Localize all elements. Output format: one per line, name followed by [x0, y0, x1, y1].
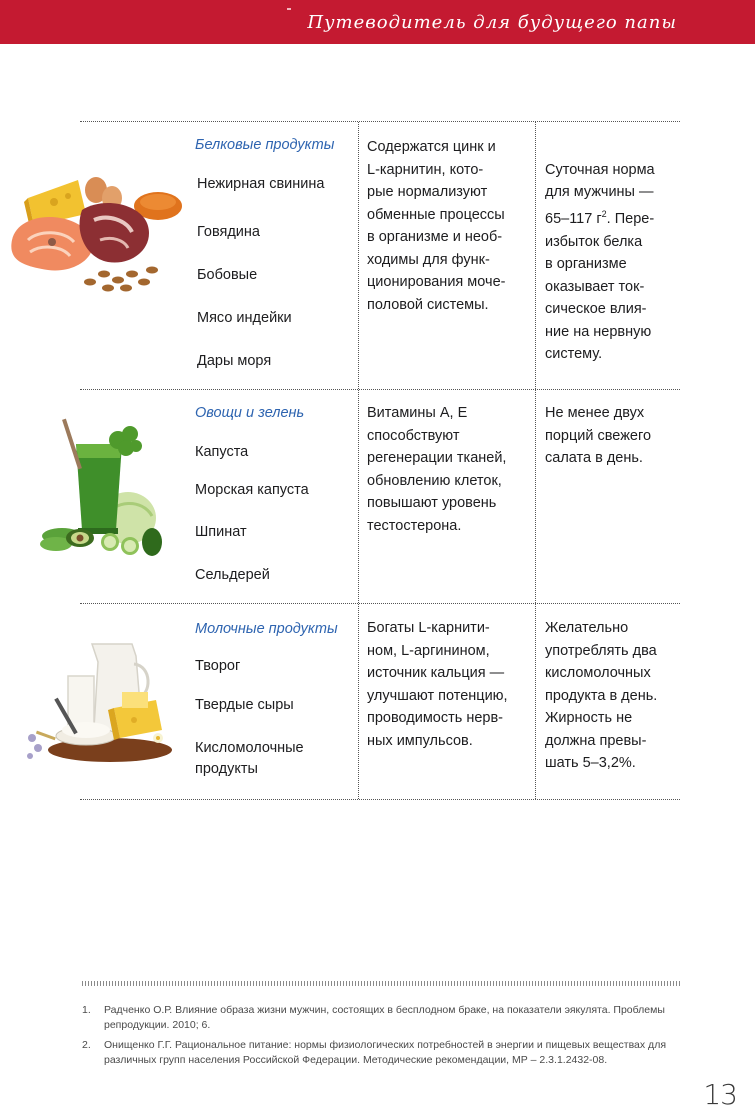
- food-item: Сельдерей: [195, 567, 270, 583]
- footnote-text: Радченко О.Р. Влияние образа жизни мужчин, состоящих в бесплодном браке, на показатели эякулята. Проблемы репродукции. 2010; 6.: [104, 1004, 665, 1031]
- footnote-text: Онищенко Г.Г. Рациональное питание: нормы физиологических потребностей в энергии и пищевых веществах для различных групп населения Российской Федерации. Методические рекомендации, МР – 2.3.1.2432-08.: [104, 1039, 667, 1066]
- table-rule-top: [80, 121, 680, 122]
- norm-text: Не менее двух порций свежего салата в день.: [545, 405, 652, 466]
- benefit-text: Содержатся цинк и L-карнитин, кото- рые нормализуют обменные процессы в организме и необ- ходимы для функ- ционирования моче- половой системы.: [367, 139, 506, 313]
- food-item: Капуста: [195, 444, 249, 460]
- food-item: Творог: [195, 658, 241, 674]
- header-mark: [287, 8, 291, 10]
- norm-text: Желательно употреблять два кисломолочных продукта в день. Жирность не должна превы- шать 5–3,2%.: [545, 620, 658, 771]
- benefit-text: Витамины А, Е способствуют регенерации тканей, обновлению клеток, повышают уровень тестостерона.: [367, 405, 507, 534]
- food-item: Твердые сыры: [195, 697, 294, 713]
- table-rule-1: [80, 389, 680, 390]
- food-item: Нежирная свинина: [197, 176, 325, 192]
- table-column-divider-2: [535, 122, 536, 799]
- food-item: Мясо индейки: [197, 310, 292, 326]
- footnote-number: 1.: [82, 1004, 91, 1016]
- footnote-number: 2.: [82, 1039, 91, 1051]
- footnote-2: [82, 1038, 682, 1068]
- footnote-1: [82, 1003, 682, 1033]
- category-title-vegetables: Овощи и зелень: [195, 405, 305, 421]
- food-item: Морская капуста: [195, 482, 309, 498]
- footnote-ref: 2: [601, 209, 607, 220]
- dairy-image: [24, 638, 174, 770]
- category-title-dairy: Молочные продукты: [195, 621, 338, 637]
- norm-text: Суточная норма для мужчины — 65–117 $г^2$. Пере- избыток белка в организме оказывает ток- сическое влия- ние на нервную систему.: [545, 161, 655, 363]
- food-item: Дары моря: [197, 353, 272, 369]
- benefit-text: Богаты L-карнити- ном, L-аргинином, источник кальция — улучшают потенцию, проводимость нерв- ных импульсов.: [367, 620, 508, 749]
- food-item: Кисломолочные: [195, 740, 304, 756]
- food-item: Бобовые: [197, 267, 258, 283]
- food-item: Шпинат: [195, 524, 247, 540]
- header-title: Путеводитель для будущего папы: [307, 12, 677, 33]
- protein-foods-image: [8, 170, 188, 300]
- food-item: Говядина: [197, 224, 260, 240]
- category-title-protein: Белковые продукты: [195, 137, 335, 153]
- table-column-divider-1: [358, 122, 359, 799]
- food-item: продукты: [195, 761, 258, 777]
- table-rule-bottom: [80, 799, 680, 800]
- footnote-divider: [82, 981, 680, 986]
- table-rule-2: [80, 603, 680, 604]
- page-number: 13: [703, 1078, 737, 1111]
- vegetables-image: [40, 418, 165, 560]
